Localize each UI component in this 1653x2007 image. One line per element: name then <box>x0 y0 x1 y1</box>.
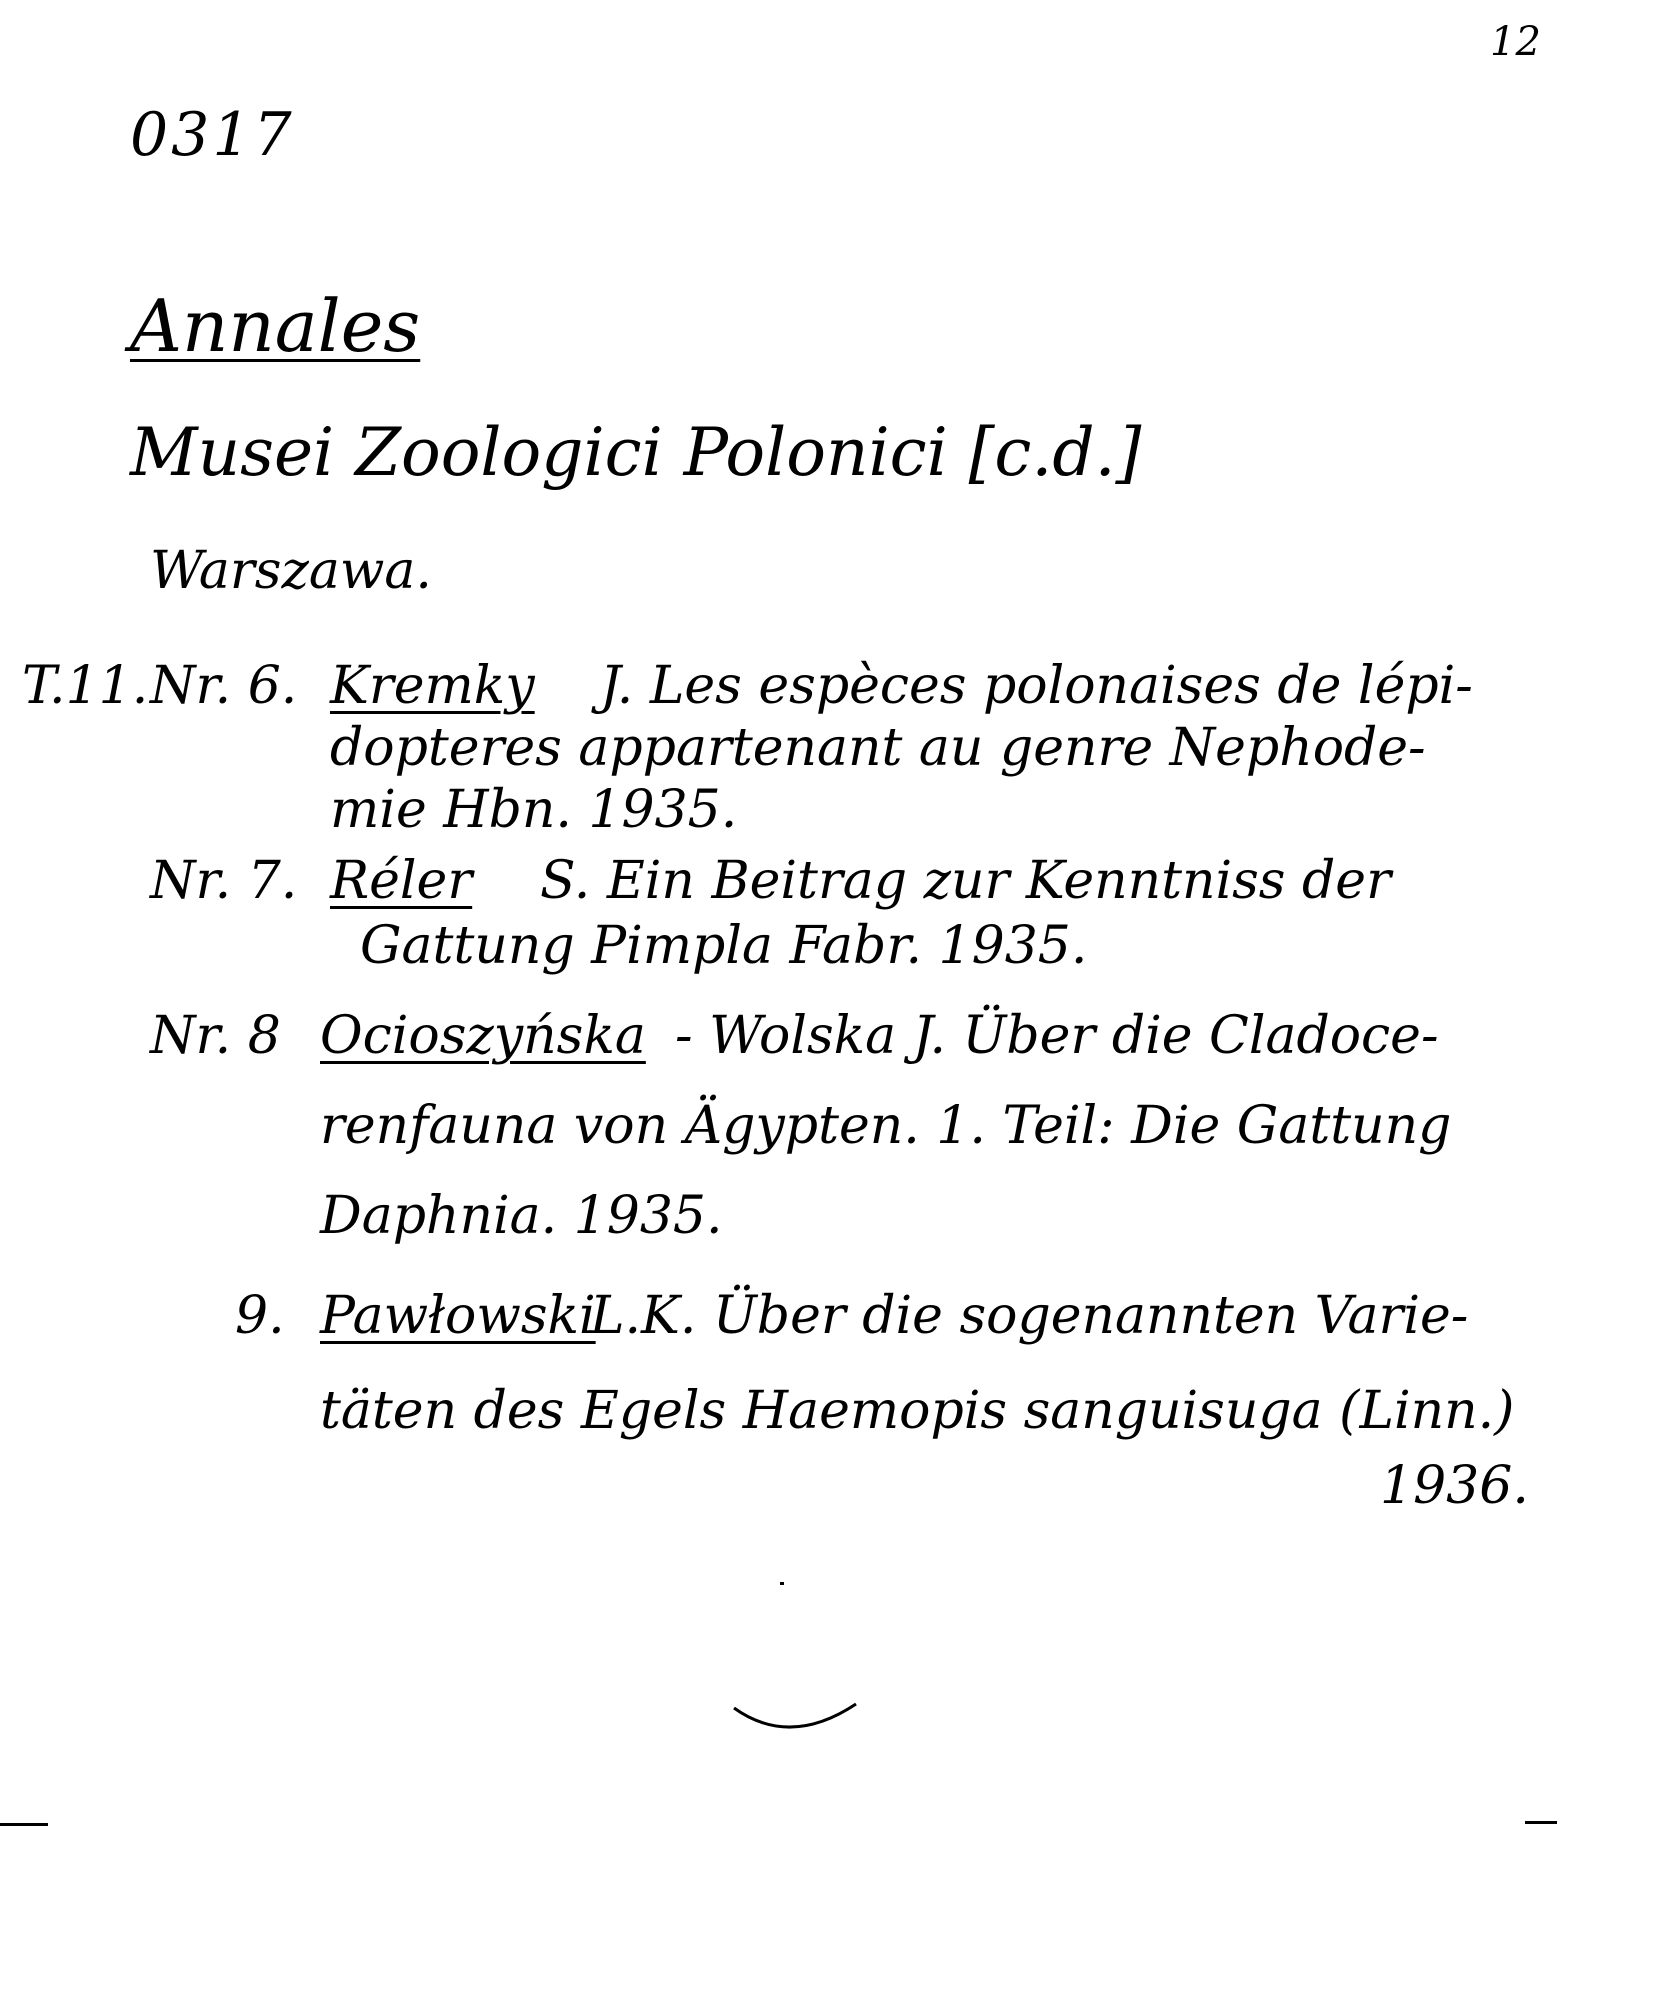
entry-number: Nr. 6. <box>150 656 298 716</box>
curve-mark <box>730 1700 860 1745</box>
publication-city: Warszawa. <box>150 541 432 601</box>
entry-number: Nr. 7. <box>150 851 298 911</box>
entry-line: Gattung Pimpla Fabr. 1935. <box>360 916 1088 976</box>
entry-number: Nr. 8 <box>150 1006 281 1066</box>
entry-author: Réler <box>330 851 473 911</box>
entry-line: S. Ein Beitrag zur Kenntniss der <box>540 851 1391 911</box>
right-edge-mark <box>1525 1821 1557 1824</box>
entry-line: Daphnia. 1935. <box>320 1186 723 1246</box>
journal-subtitle: Musei Zoologici Polonici [c.d.] <box>130 414 1142 491</box>
entry-line: 1936. <box>1380 1456 1529 1516</box>
entry-line: dopteres appartenant au genre Nephode- <box>330 718 1426 778</box>
entry-line: renfauna von Ägypten. 1. Teil: Die Gattung <box>320 1096 1452 1156</box>
journal-title: Annales <box>130 284 421 368</box>
entry-author: Pawłowski <box>320 1286 596 1346</box>
entry-line: täten des Egels Haemopis sanguisuga (Linn.) <box>320 1381 1515 1441</box>
entry-line: L.K. Über die sogenannten Varie- <box>590 1286 1469 1346</box>
catalog-number: 0317 <box>130 100 295 170</box>
page-number: 12 <box>1490 19 1541 65</box>
entry-author: Ocioszyńska <box>320 1006 646 1066</box>
volume-label: T.11. <box>22 656 149 716</box>
left-edge-mark <box>0 1823 48 1826</box>
entry-author: Kremky <box>330 656 535 716</box>
entry-number: 9. <box>235 1286 285 1346</box>
entry-line: J. Les espèces polonaises de lépi- <box>600 656 1473 716</box>
dot-mark <box>780 1582 784 1585</box>
entry-line: mie Hbn. 1935. <box>330 780 738 840</box>
entry-line: - Wolska J. Über die Cladoce- <box>675 1006 1439 1066</box>
